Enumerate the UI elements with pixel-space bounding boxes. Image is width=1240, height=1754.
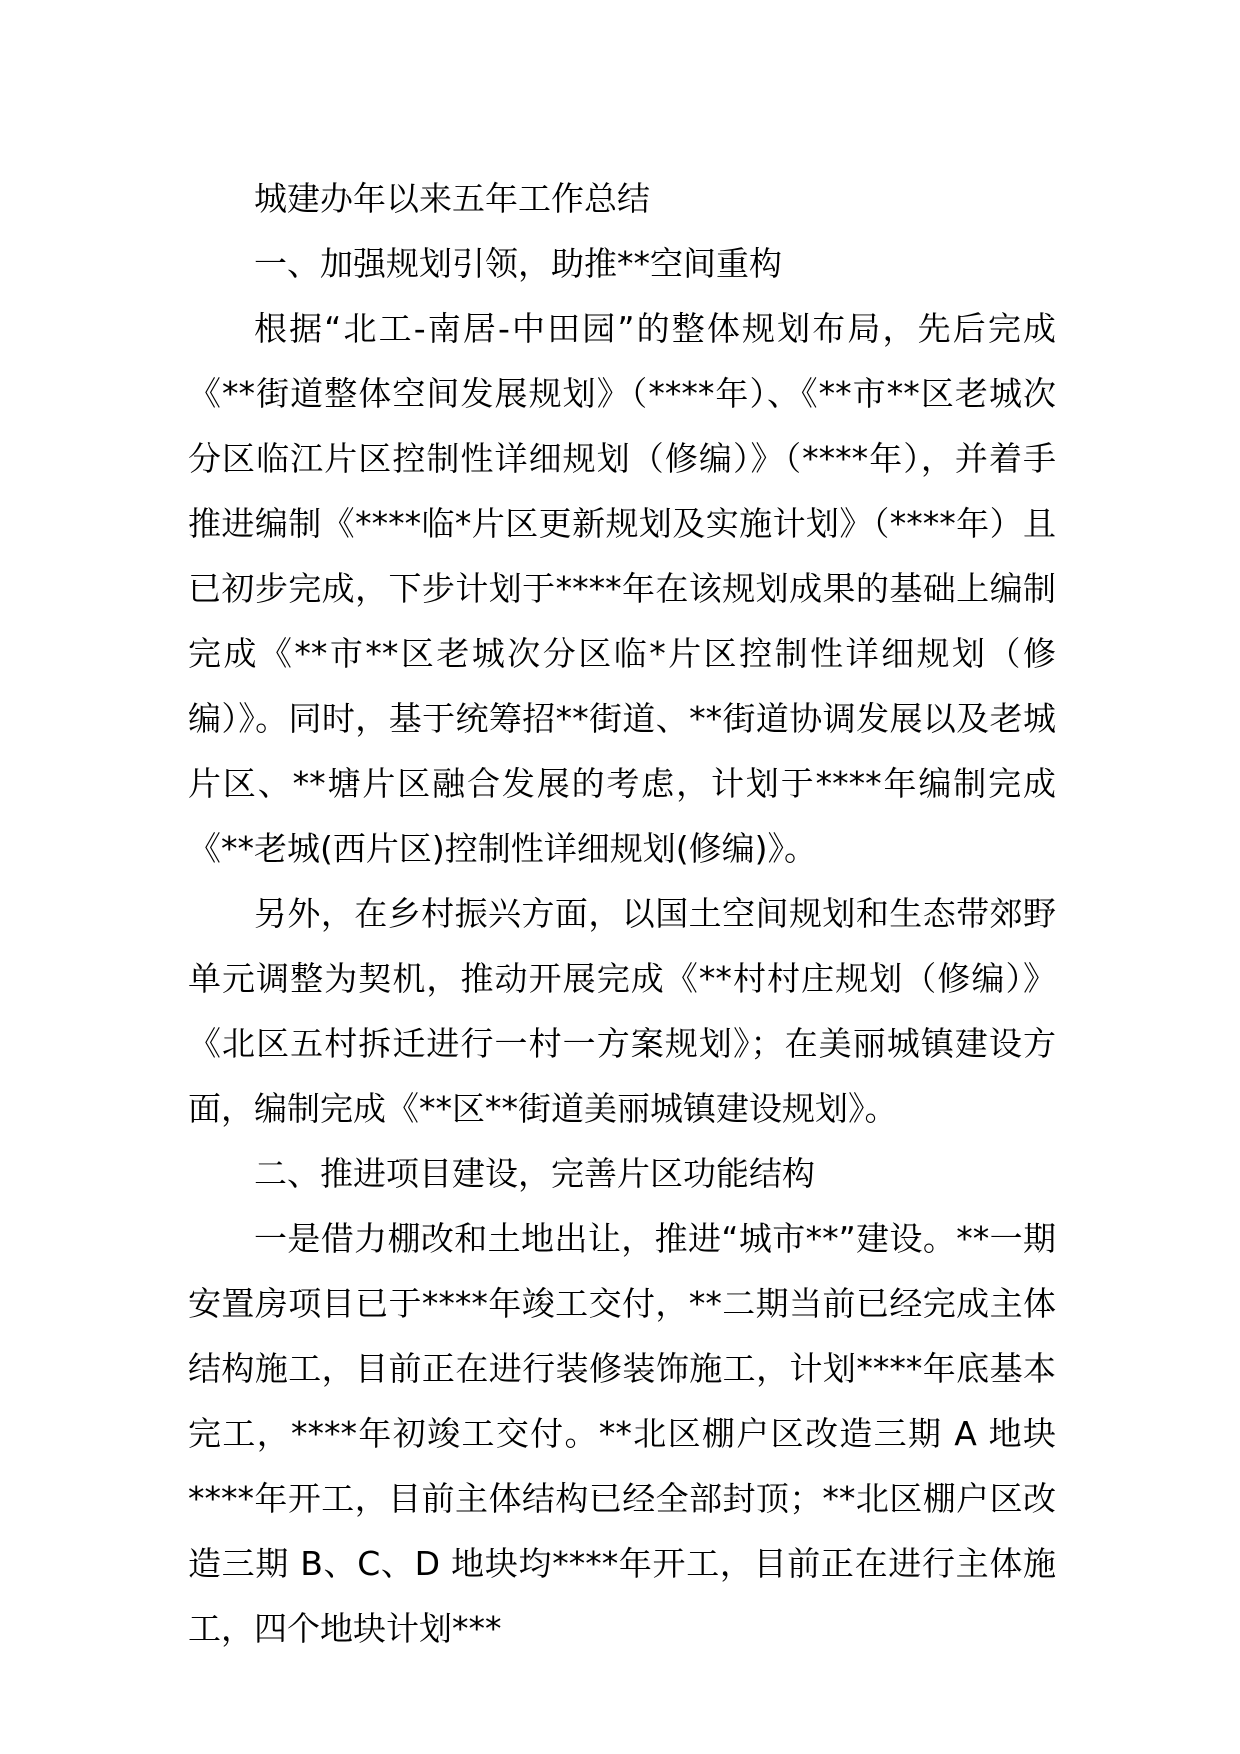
paragraph-planning: 根据“北工-南居-中田园”的整体规划布局，先后完成《**街道整体空间发展规划》（****年）、《**市**区老城次分区临江片区控制性详细规划（修编）》（****年），并着手推进编制《****临*片区更新规划及实施计划》（****年）且已初步完成，下步计划于****年在该规划成果的基础上编制完成《**市**区老城次分区临*片区控制性详细规划（修编）》。同时，基于统筹招**街道、**街道协调发展以及老城片区、**塘片区融合发展的考虑，计划于****年编制完成《**老城(西片区)控制性详细规划(修编)》。 bbox=[188, 309, 1056, 868]
paragraph-rural-revitalization: 另外，在乡村振兴方面，以国土空间规划和生态带郊野单元调整为契机，推动开展完成《**村村庄规划（修编）》《北区五村拆迁进行一村一方案规划》；在美丽城镇建设方面，编制完成《**区**街道美丽城镇建设规划》。 bbox=[188, 894, 1056, 1128]
section-heading-1: 一、加强规划引领，助推**空间重构 bbox=[254, 244, 782, 283]
paragraph-project-construction: 一是借力棚改和土地出让，推进“城市**”建设。**一期安置房项目已于****年竣工交付，**二期当前已经完成主体结构施工，目前正在进行装修装饰施工，计划****年底基本完工，****年初竣工交付。**北区棚户区改造三期 A 地块****年开工，目前主体结构已经全部封顶；**北区棚户区改造三期 B、C、D 地块均****年开工，目前正在进行主体施工，四个地块计划*** bbox=[188, 1219, 1056, 1648]
document-title: 城建办年以来五年工作总结 bbox=[254, 179, 650, 218]
section-heading-2: 二、推进项目建设，完善片区功能结构 bbox=[254, 1154, 815, 1193]
document-body bbox=[188, 166, 1056, 1661]
